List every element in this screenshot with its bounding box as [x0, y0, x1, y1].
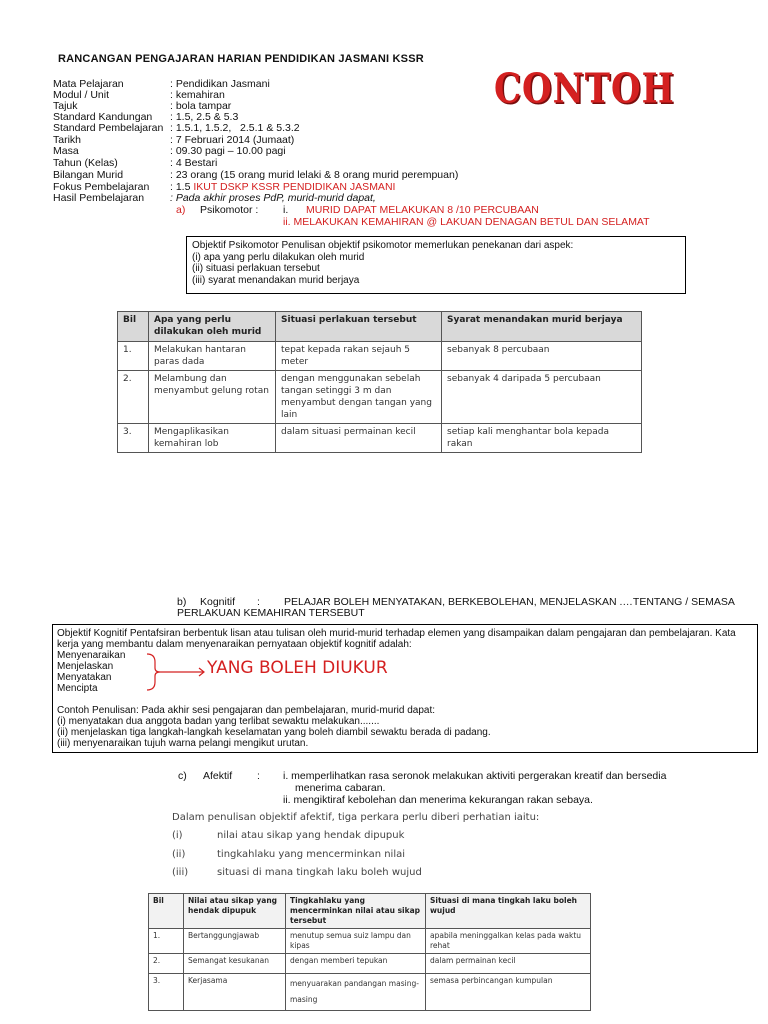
meta-label: Fokus Pembelajaran — [53, 181, 150, 193]
table-cell: dalam situasi permainan kecil — [276, 424, 442, 453]
table-header: Bil — [149, 894, 184, 929]
meta-value: : 4 Bestari — [170, 157, 218, 169]
aspect-number: (iii) — [172, 867, 189, 878]
fokus-red-note: IKUT DSKP KSSR PENDIDIKAN JASMANI — [193, 181, 396, 193]
aspect-text: situasi di mana tingkah laku boleh wujud — [217, 867, 422, 878]
table-header: Syarat menandakan murid berjaya — [442, 312, 642, 342]
table-row — [149, 929, 591, 954]
table-header: Apa yang perlu dilakukan oleh murid — [149, 312, 276, 342]
aspect-text: nilai atau sikap yang hendak dipupuk — [217, 830, 405, 841]
meta-value: : bola tampar — [170, 100, 232, 112]
example-line: (ii) menjelaskan tiga langkah-langkah keselamatan yang boleh diambil sewaktu berada di padang. — [57, 727, 491, 738]
table-cell: Melakukan hantaran paras dada — [149, 342, 276, 371]
meta-value: : Pada akhir proses PdP, murid-murid dapat, — [170, 192, 376, 204]
table-cell: dalam permainan kecil — [426, 954, 591, 974]
verb-item: Menjelaskan — [57, 661, 114, 672]
table-cell: dengan memberi tepukan — [286, 954, 426, 974]
meta-label: Hasil Pembelajaran — [53, 192, 145, 204]
measurable-label: YANG BOLEH DIUKUR — [207, 658, 388, 678]
table-cell: 2. — [118, 371, 149, 424]
note-line: kerja yang membantu dalam menyenaraikan pernyataan objektif kognitif adalah: — [57, 639, 412, 650]
table-cell: menyuarakan pandangan masing-masing — [286, 974, 426, 1011]
table-header: Situasi di mana tingkah laku boleh wujud — [426, 894, 591, 929]
table-header-row — [118, 312, 642, 342]
meta-row — [53, 169, 753, 181]
aspect-number: (ii) — [172, 849, 186, 860]
afektif-intro: Dalam penulisan objektif afektif, tiga perkara perlu diberi perhatian iaitu: — [172, 812, 540, 823]
table-row — [118, 424, 642, 453]
brace-arrow-icon — [145, 652, 207, 692]
table-header-row — [149, 894, 591, 929]
table-cell: setiap kali menghantar bola kepada rakan — [442, 424, 642, 453]
table-cell: 3. — [118, 424, 149, 453]
table-cell: semasa perbincangan kumpulan — [426, 974, 591, 1011]
kognitif-line2: PERLAKUAN KEMAHIRAN TERSEBUT — [177, 607, 365, 619]
meta-value: : 23 orang (15 orang murid lelaki & 8 orang murid perempuan) — [170, 169, 459, 181]
note-line: Objektif Kognitif Pentafsiran berbentuk lisan atau tulisan oleh murid-murid terhadap elemen yang disampaikan dalam pengajaran dan pembelajaran. Kata — [57, 628, 736, 639]
table-row — [118, 371, 642, 424]
psikomotor-item1: MURID DAPAT MELAKUKAN 8 /10 PERCUBAAN — [306, 204, 539, 216]
verb-item: Menyenaraikan — [57, 650, 126, 661]
table-cell: 1. — [149, 929, 184, 954]
aspect-text: tingkahlaku yang mencerminkan nilai — [217, 849, 406, 860]
meta-label: Masa — [53, 145, 79, 157]
meta-label: Standard Kandungan — [53, 111, 153, 123]
verb-item: Menyatakan — [57, 672, 112, 683]
meta-label: Bilangan Murid — [53, 169, 124, 181]
meta-label: Modul / Unit — [53, 89, 110, 101]
meta-value: : 1.5.1, 1.5.2, 2.5.1 & 5.3.2 — [170, 122, 300, 134]
meta-label: Standard Pembelajaran — [53, 122, 164, 134]
meta-label: Tajuk — [53, 100, 78, 112]
afektif-label: Afektif — [203, 770, 233, 782]
meta-label: Mata Pelajaran — [53, 78, 124, 90]
table-cell: sebanyak 8 percubaan — [442, 342, 642, 371]
meta-row — [53, 157, 753, 169]
kognitif-note-box — [52, 624, 758, 753]
meta-row — [53, 192, 753, 204]
table-cell: apabila meninggalkan kelas pada waktu rehat — [426, 929, 591, 954]
table-cell: Semangat kesukanan — [184, 954, 286, 974]
table-row — [149, 974, 591, 1011]
table-header: Nilai atau sikap yang hendak dipupuk — [184, 894, 286, 929]
table-cell: 2. — [149, 954, 184, 974]
meta-value: : 7 Februari 2014 (Jumaat) — [170, 134, 295, 146]
afektif-item1-cont: menerima cabaran. — [295, 782, 386, 794]
kognitif-marker: b) — [177, 596, 187, 608]
table-cell: Melambung dan menyambut gelung rotan — [149, 371, 276, 424]
verb-item: Mencipta — [57, 683, 98, 694]
example-line: (i) menyatakan dua anggota badan yang terlibat sewaktu melakukan....... — [57, 716, 380, 727]
table-cell: dengan menggunakan sebelah tangan setinggi 3 m dan menyambut dengan tangan yang lain — [276, 371, 442, 424]
kognitif-label: Kognitif — [200, 596, 236, 608]
afektif-colon: : — [257, 770, 260, 782]
afektif-table — [148, 893, 591, 1011]
example-line: (iii) menyenaraikan tujuh warna pelangi mengikut urutan. — [57, 738, 309, 749]
psikomotor-note-box — [186, 236, 686, 294]
afektif-marker: c) — [178, 770, 187, 782]
table-cell: tepat kepada rakan sejauh 5 meter — [276, 342, 442, 371]
meta-value: : 1.5, 2.5 & 5.3 — [170, 111, 239, 123]
psikomotor-marker: a) — [176, 204, 186, 216]
note-line: (ii) situasi perlakuan tersebut — [192, 263, 320, 274]
table-cell: 3. — [149, 974, 184, 1011]
note-line: Objektif Psikomotor Penulisan objektif psikomotor memerlukan penekanan dari aspek: — [192, 240, 574, 251]
page-title: RANCANGAN PENGAJARAN HARIAN PENDIDIKAN JASMANI KSSR — [58, 53, 424, 65]
table-cell: Bertanggungjawab — [184, 929, 286, 954]
afektif-item2: ii. mengiktiraf kebolehan dan menerima kekurangan rakan sebaya. — [283, 794, 593, 806]
meta-label: Tahun (Kelas) — [53, 157, 118, 169]
note-line: (i) apa yang perlu dilakukan oleh murid — [192, 251, 365, 263]
meta-value: : kemahiran — [170, 89, 225, 101]
psikomotor-label: Psikomotor : — [200, 204, 259, 216]
kognitif-line1: PELAJAR BOLEH MENYATAKAN, BERKEBOLEHAN, MENJELASKAN .…TENTANG / SEMASA — [284, 596, 735, 608]
psikomotor-table — [117, 311, 642, 453]
meta-row — [53, 145, 753, 157]
fokus-prefix: : 1.5 — [170, 181, 194, 193]
meta-value: : 09.30 pagi – 10.00 pagi — [170, 145, 286, 157]
table-cell: 1. — [118, 342, 149, 371]
table-cell: menutup semua suiz lampu dan kipas — [286, 929, 426, 954]
meta-value: : Pendidikan Jasmani — [170, 78, 270, 90]
contoh-stamp: CONTOH — [494, 65, 675, 114]
meta-row — [53, 122, 753, 134]
aspect-number: (i) — [172, 830, 183, 841]
table-row — [118, 342, 642, 371]
afektif-item1: i. memperlihatkan rasa seronok melakukan aktiviti pergerakan kreatif dan bersedia — [283, 770, 667, 782]
table-header: Bil — [118, 312, 149, 342]
psikomotor-item2: ii. MELAKUKAN KEMAHIRAN @ LAKUAN DENAGAN BETUL DAN SELAMAT — [283, 216, 650, 228]
kognitif-colon: : — [257, 596, 260, 608]
meta-label: Tarikh — [53, 134, 82, 146]
example-line: Contoh Penulisan: Pada akhir sesi pengajaran dan pembelajaran, murid-murid dapat: — [57, 705, 436, 716]
table-row — [149, 954, 591, 974]
note-line: (iii) syarat menandakan murid berjaya — [192, 274, 360, 286]
table-cell: Kerjasama — [184, 974, 286, 1011]
psikomotor-item1-number: i. — [283, 204, 289, 216]
table-cell: sebanyak 4 daripada 5 percubaan — [442, 371, 642, 424]
table-header: Situasi perlakuan tersebut — [276, 312, 442, 342]
table-cell: Mengaplikasikan kemahiran lob — [149, 424, 276, 453]
table-header: Tingkahlaku yang mencerminkan nilai atau sikap tersebut — [286, 894, 426, 929]
